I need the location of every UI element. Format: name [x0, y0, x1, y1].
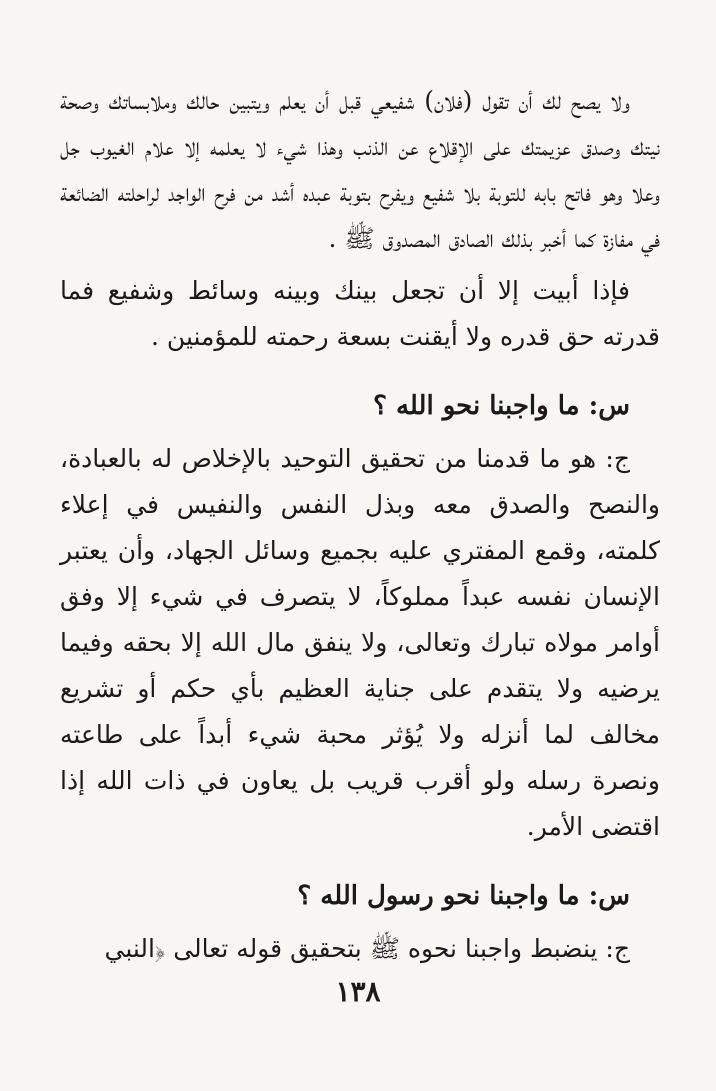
paragraph-intermediaries: فإذا أبيت إلا أن تجعل بينك وبينه وسائط وشفيع فما قدرته حق قدره ولا أيقنت بسعة رحمته للمؤمنين .: [60, 276, 660, 351]
question-duty-to-messenger: س: ما واجبنا نحو رسول الله ؟: [297, 881, 630, 911]
page-content: [60, 78, 660, 972]
answer-duty-to-messenger: ج: ينضبط واجبنا نحوه ﷺ بتحقيق قوله تعالى ﴿النبي: [104, 934, 630, 963]
answer-duty-to-allah: ج: هو ما قدمنا من تحقيق التوحيد بالإخلاص له بالعبادة، والنصح والصدق معه وبذل النفس والنفيس في إعلاء كلمته، وقمع المفتري عليه بجميع وسائل الجهاد، وأن يعتبر الإنسان نفسه عبداً مملوكاً، لا يتصرف في شيء إلا وفق أوامر مولاه تبارك وتعالى، ولا ينفق مال الله إلا بحقه وفيما يرضيه ولا يتقدم على جناية العظيم بأي حكم أو تشريع مخالف لما أنزله ولا يُؤثر محبة شيء أبداً على طاعته ونصرة رسله ولو أقرب قريب بل يعاون في ذات الله إذا اقتضى الأمر.: [60, 444, 660, 841]
paragraph-intercession: ولا يصح لك أن تقول (فلان) شفيعي قبل أن يعلم ويتبين حالك وملابساتك وصحة نيتك وصدق عزيمتك على الإقلاع عن الذنب وهذا شيء لا يعلمه إلا علام الغيوب جل وعلا وهو فاتح بابه للتوبة بلا شفيع ويفرح بتوبة عبده أشد من فرح الواجد لراحلته الضائعة في مفازة كما أخبر بذلك الصادق المصدوق ﷺ .: [60, 86, 660, 253]
question-duty-to-allah: س: ما واجبنا نحو الله ؟: [373, 391, 630, 421]
page-number: ١٣٨: [335, 975, 381, 1008]
